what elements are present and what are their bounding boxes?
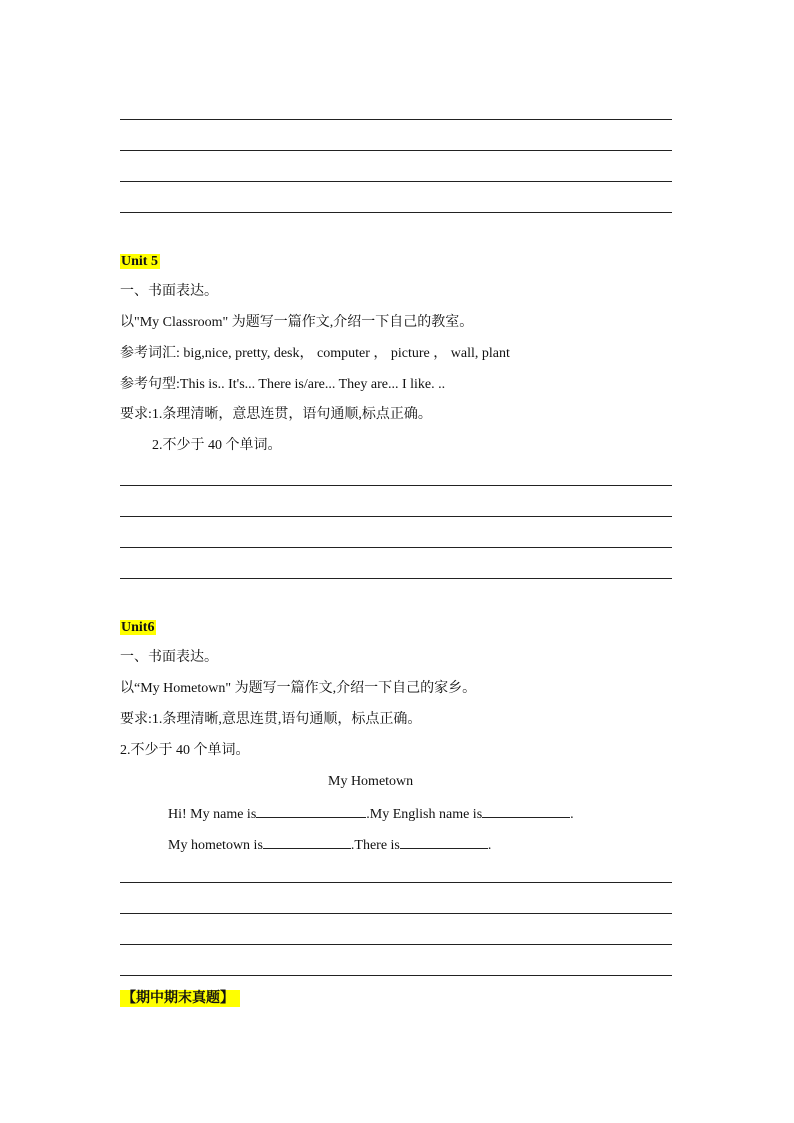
essay-line-1-text-a: Hi! My name is	[168, 807, 257, 822]
section-tag-row	[120, 990, 240, 1008]
unit6-requirement-1: 要求:1.条理清晰,意思连贯,语句通顺，标点正确。	[120, 712, 422, 727]
unit6-task: 一、书面表达。	[120, 650, 218, 665]
writing-line[interactable]	[120, 119, 672, 120]
unit5-sentences: 参考句型:This is.. It's... There is/are... They are... I like. ..	[120, 377, 446, 392]
unit5-requirement-1: 要求:1.条理清晰，意思连贯，语句通顺,标点正确。	[120, 407, 432, 422]
unit5-prompt: 以"My Classroom" 为题写一篇作文,介绍一下自己的教室。	[120, 315, 474, 330]
writing-line[interactable]	[120, 944, 672, 945]
essay-title: My Hometown	[328, 774, 414, 789]
unit5-title: Unit 5	[121, 254, 158, 269]
there-is-blank[interactable]	[400, 835, 488, 849]
essay-line-1-text-b: .My English name is	[366, 807, 483, 822]
unit6-prompt: 以“My Hometown" 为题写一篇作文,介绍一下自己的家乡。	[120, 681, 477, 696]
name-blank[interactable]	[256, 804, 366, 818]
writing-line[interactable]	[120, 212, 672, 213]
writing-line[interactable]	[120, 516, 672, 517]
writing-line[interactable]	[120, 150, 672, 151]
essay-line-2-text-b: .There is	[350, 838, 400, 853]
unit5-requirement-2: 2.不少于 40 个单词。	[152, 438, 282, 453]
essay-line-1	[168, 804, 574, 824]
writing-line[interactable]	[120, 181, 672, 182]
unit6-title: Unit6	[121, 620, 155, 635]
section-tag: 【期中期末真题】	[120, 990, 240, 1007]
unit6-heading	[120, 619, 156, 637]
writing-line[interactable]	[120, 975, 672, 976]
unit5-heading	[120, 253, 160, 271]
unit5-task: 一、书面表达。	[120, 284, 218, 299]
unit5-vocab: 参考词汇: big,nice, pretty, desk， computer ， picture ， wall, plant	[120, 346, 510, 361]
unit6-requirement-2: 2.不少于 40 个单词。	[120, 743, 250, 758]
english-name-blank[interactable]	[482, 804, 570, 818]
writing-line[interactable]	[120, 578, 672, 579]
writing-line[interactable]	[120, 882, 672, 883]
writing-line[interactable]	[120, 547, 672, 548]
writing-line[interactable]	[120, 913, 672, 914]
essay-line-2	[168, 835, 491, 855]
essay-line-2-text-a: My hometown is	[168, 838, 263, 853]
hometown-blank[interactable]	[263, 835, 351, 849]
essay-line-2-text-c: .	[487, 838, 492, 853]
writing-line[interactable]	[120, 485, 672, 486]
essay-line-1-text-c: .	[570, 807, 574, 822]
